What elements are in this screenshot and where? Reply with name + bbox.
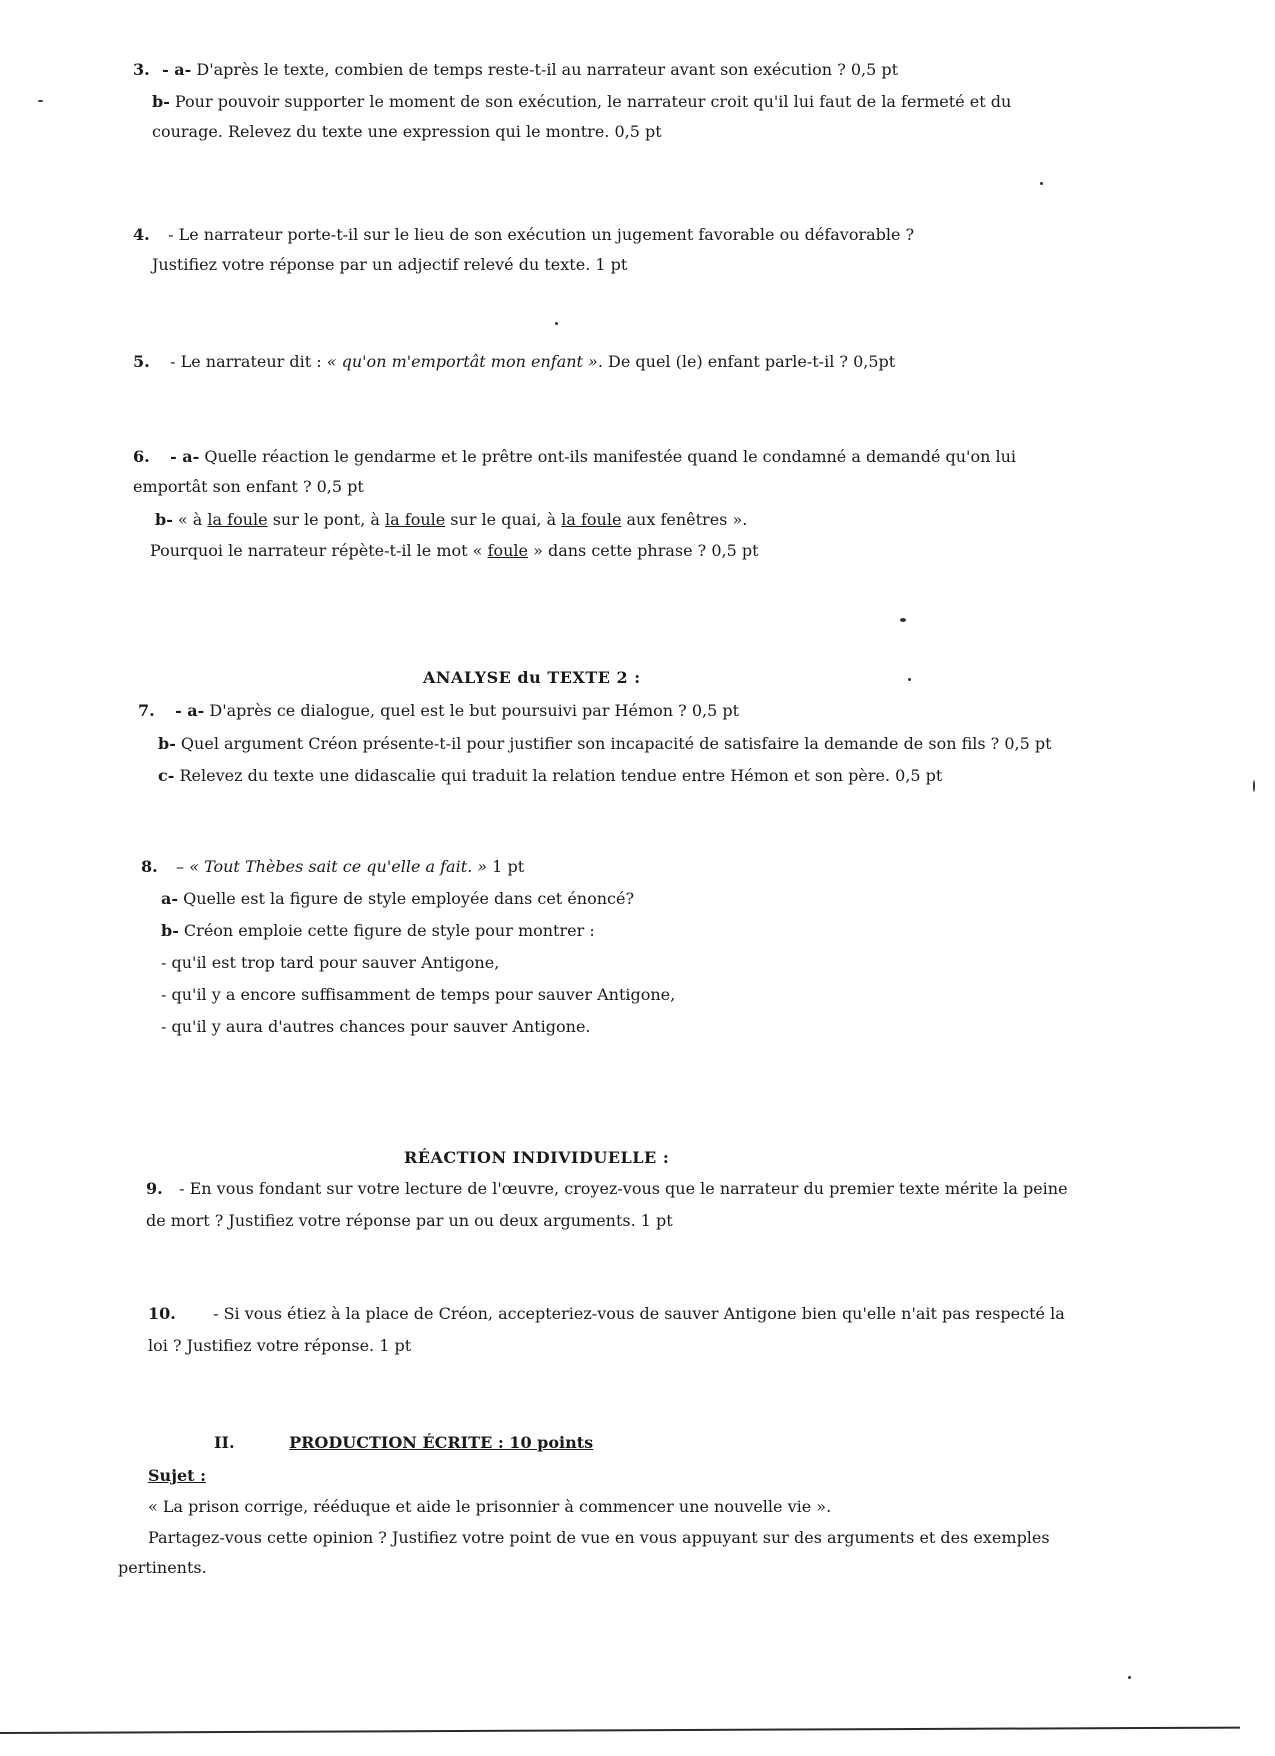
question-9-cont [146, 1211, 673, 1231]
question-6-b [155, 510, 747, 530]
question-4-cont [152, 255, 627, 275]
question-4 [133, 225, 914, 245]
question-text: Pour pouvoir supporter le moment de son exécution, le narrateur croit qu'il lui faut de la fermeté et du [174, 92, 1012, 111]
underlined-word: la foule [385, 510, 446, 529]
question-text: emportât son enfant ? 0,5 pt [133, 477, 364, 496]
item-label: b- [158, 734, 176, 753]
underlined-word: la foule [561, 510, 622, 529]
scan-speck [1128, 1676, 1131, 1679]
production-title: PRODUCTION ÉCRITE : 10 points [289, 1433, 594, 1452]
points: 1 pt [487, 857, 525, 876]
item-label: c- [158, 766, 175, 785]
subject-prompt-cont: pertinents. [118, 1558, 207, 1577]
question-text: - En vous fondant sur votre lecture de l'œuvre, croyez-vous que le narrateur du premier texte mérite la peine [179, 1179, 1068, 1198]
question-text: Quelle est la figure de style employée dans cet énoncé? [183, 889, 635, 908]
question-text: Pourquoi le narrateur répète-t-il le mot « [150, 541, 488, 560]
question-text: » dans cette phrase ? 0,5 pt [527, 541, 759, 560]
question-8 [141, 857, 524, 877]
question-number: 10. [148, 1304, 176, 1323]
item-label: b- [155, 510, 173, 529]
scan-speck [908, 678, 911, 681]
question-number: 6. [133, 447, 150, 466]
question-text: Quel argument Créon présente-t-il pour justifier son incapacité de satisfaire la demande de son fils ? 0,5 pt [180, 734, 1052, 753]
scan-speck [1253, 780, 1255, 792]
quote: sur le quai, à [445, 510, 562, 529]
scan-speck [555, 322, 558, 325]
choice-option: - qu'il est trop tard pour sauver Antigone, [161, 953, 500, 972]
quote: aux fenêtres ». [621, 510, 748, 529]
question-3-b [152, 92, 1011, 112]
question-text: D'après le texte, combien de temps reste-t-il au narrateur avant son exécution ? 0,5 pt [196, 60, 899, 79]
item-label: b- [152, 92, 170, 111]
section-number: II. [214, 1433, 235, 1452]
choice-option: - qu'il y a encore suffisamment de temps pour sauver Antigone, [161, 985, 676, 1004]
question-6-a-cont [133, 477, 364, 497]
question-text: D'après ce dialogue, quel est le but poursuivi par Hémon ? 0,5 pt [209, 701, 740, 720]
question-6-a [133, 447, 1016, 467]
quote: « à [177, 510, 208, 529]
question-7-c [158, 766, 942, 786]
scan-speck [1040, 182, 1043, 185]
question-text: Justifiez votre réponse par un adjectif relevé du texte. 1 pt [152, 255, 628, 274]
subject-prompt: Partagez-vous cette opinion ? Justifiez votre point de vue en vous appuyant sur des arguments et des exemples [148, 1528, 1050, 1547]
underlined-word: foule [487, 541, 528, 560]
subject-quote: « La prison corrige, rééduque et aide le prisonnier à commencer une nouvelle vie ». [148, 1497, 832, 1516]
item-label: b- [161, 921, 179, 940]
dash: – [176, 857, 190, 876]
question-number: 7. [138, 701, 155, 720]
item-label: - a- [175, 701, 205, 720]
question-5 [133, 352, 895, 372]
subject-label: Sujet : [148, 1466, 207, 1485]
item-label: - a- [162, 60, 192, 79]
section-heading-analyse: ANALYSE du TEXTE 2 : [423, 668, 641, 687]
item-label: - a- [170, 447, 200, 466]
question-text: Quelle réaction le gendarme et le prêtre ont-ils manifestée quand le condamné a demandé qu'on lui [204, 447, 1017, 466]
question-7-a [138, 701, 739, 721]
quote: « Tout Thèbes sait ce qu'elle a fait. » [189, 857, 488, 876]
production-heading [214, 1433, 593, 1453]
question-3-b-cont [152, 122, 662, 142]
question-6-c [150, 541, 759, 561]
quote: sur le pont, à [267, 510, 386, 529]
question-text: de mort ? Justifiez votre réponse par un ou deux arguments. 1 pt [146, 1211, 673, 1230]
quote: « qu'on m'emportât mon enfant » [326, 352, 598, 371]
question-number: 9. [146, 1179, 163, 1198]
question-10-cont [148, 1336, 411, 1356]
scan-speck [900, 618, 906, 622]
question-8-a [161, 889, 634, 909]
question-number: 3. [133, 60, 150, 79]
question-text: - Le narrateur dit : [170, 352, 327, 371]
question-3-a [133, 60, 898, 80]
question-7-b [158, 734, 1052, 754]
question-number: 5. [133, 352, 150, 371]
underlined-word: la foule [207, 510, 268, 529]
scan-speck [38, 100, 43, 102]
item-label: a- [161, 889, 179, 908]
question-number: 8. [141, 857, 158, 876]
question-10 [148, 1304, 1065, 1324]
question-text: Relevez du texte une didascalie qui traduit la relation tendue entre Hémon et son père. 0,5 pt [179, 766, 943, 785]
question-number: 4. [133, 225, 150, 244]
question-text: - Si vous étiez à la place de Créon, accepteriez-vous de sauver Antigone bien qu'elle n'ait pas respecté la [213, 1304, 1065, 1323]
question-text: - Le narrateur porte-t-il sur le lieu de son exécution un jugement favorable ou défavorable ? [168, 225, 915, 244]
section-heading-reaction: RÉACTION INDIVIDUELLE : [404, 1148, 670, 1167]
question-8-b [161, 921, 595, 941]
page-bottom-rule [0, 1727, 1240, 1734]
choice-option: - qu'il y aura d'autres chances pour sauver Antigone. [161, 1017, 591, 1036]
question-text: courage. Relevez du texte une expression qui le montre. 0,5 pt [152, 122, 662, 141]
question-text: loi ? Justifiez votre réponse. 1 pt [148, 1336, 412, 1355]
question-text: . De quel (le) enfant parle-t-il ? 0,5pt [597, 352, 896, 371]
question-9 [146, 1179, 1068, 1199]
question-text: Créon emploie cette figure de style pour montrer : [183, 921, 595, 940]
